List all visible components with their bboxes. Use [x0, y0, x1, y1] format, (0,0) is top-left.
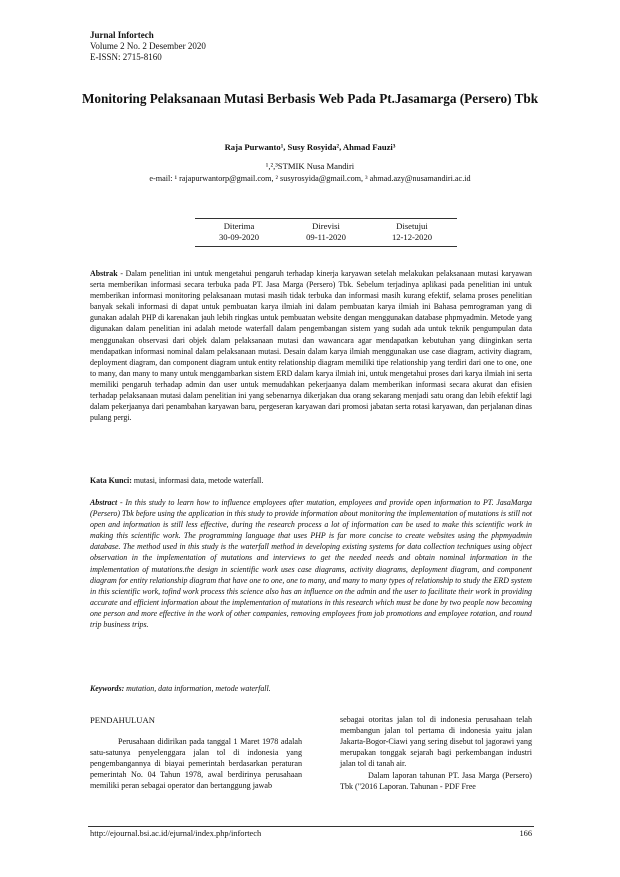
date-revised — [281, 221, 371, 243]
abstrak-label: Abstrak — [90, 269, 118, 278]
authors: Raja Purwanto¹, Susy Rosyida², Ahmad Fauzi³ — [224, 142, 396, 152]
paper-title: Monitoring Pelaksanaan Mutasi Berbasis Web Pada Pt.Jasamarga (Persero) Tbk — [81, 91, 539, 106]
kata-kunci-text: mutasi, informasi data, metode waterfall. — [131, 476, 264, 485]
footer-url: http://ejournal.bsi.ac.id/ejurnal/index.php/infortech — [90, 829, 262, 838]
date-accepted — [367, 221, 457, 243]
intro-left-column: Perusahaan didirikan pada tanggal 1 Maret 1978 adalah satu-satunya penyelenggara jalan tol di indonesia yang pengembangannya di biayai pemerintah berdasarkan peraturan pemerintah No. 04 Tahun 1978, awal berdirinya perusahaan memiliki peran sebagai operator dan bertanggung jawab — [90, 737, 302, 791]
kata-kunci — [90, 475, 532, 486]
keywords — [90, 683, 532, 694]
section-heading: PENDAHULUAN — [90, 715, 155, 725]
footer-rule — [88, 826, 534, 827]
intro-right-column-p1: sebagai otoritas jalan tol di indonesia perusahaan telah membangun jalan tol pertama di indonesia yaitu jalan Jakarta-Bogor-Ciawi yang sering disebut tol jagorawi yang merupakan tonggak sejarah bagi perkembangan industri jalan tol di tanah air. — [340, 715, 532, 769]
affiliation: ¹,²,³STMIK Nusa Mandiri — [265, 161, 355, 171]
journal-issn: E-ISSN: 2715-8160 — [90, 52, 162, 62]
date-received-value: 30-09-2020 — [218, 232, 260, 242]
kata-kunci-label: Kata Kunci: — [90, 476, 132, 485]
dates-top-rule — [195, 218, 457, 219]
date-received-label: Diterima — [223, 221, 255, 231]
page-number: 166 — [519, 829, 532, 838]
keywords-label: Keywords: — [90, 684, 125, 693]
date-revised-label: Direvisi — [312, 221, 340, 231]
dates-bottom-rule — [195, 246, 457, 247]
date-accepted-label: Disetujui — [396, 221, 428, 231]
abstrak-paragraph — [90, 268, 532, 423]
date-received — [194, 221, 284, 243]
abstract-en-text: - In this study to learn how to influence employees after mutation, employees and provide open information to PT. JasaMarga (Persero) Tbk before using the application in this study to provide information about monitoring the implementation of mutations is still not open and information is still less effective, during the research process a lot of information can be used to make this scientific work in making this scientific work. The programming language that uses PHP is far more concise to create websites using the phpmyadmin database. The method used in this study is the waterfall method in developing existing systems for data collection techniques using object observation in the implementation of mutations and interviews to get the needed needs and obtain nominal information in the implementation of mutations.the design in scientific work uses case diagrams, activity diagrams, deployment diagram, and component diagram for entity relationship diagram that have one to one, one to many, and many to many types of relationship to study the ERD system in this scientific work, tofind work process this science also has an influence on the admin and the user to facilitate their work in providing accurate and efficient information about the implementation of mutations in this research which must be done by two people now becoming one person and more effective in the work of other companies, removing employees from job promotions and employee rotation, and round trip business trips. — [90, 498, 532, 630]
keywords-text: mutation, data information, metode waterfall. — [124, 684, 271, 693]
abstract-en-label: Abstract — [90, 498, 118, 507]
journal-name: Jurnal Infortech — [90, 30, 154, 40]
date-accepted-value: 12-12-2020 — [391, 232, 433, 242]
emails: e-mail: ¹ rajapurwantorp@gmail.com, ² susyrosyida@gmail.com, ³ ahmad.azy@nusamandiri.ac.id — [149, 174, 471, 183]
journal-volume: Volume 2 No. 2 Desember 2020 — [90, 41, 206, 51]
abstract-en-paragraph — [90, 497, 532, 630]
intro-right-column-p2: Dalam laporan tahunan PT. Jasa Marga (Persero) Tbk ("2016 Laporan. Tahunan - PDF Free — [340, 771, 532, 792]
date-revised-value: 09-11-2020 — [306, 232, 346, 242]
abstrak-text: - Dalam penelitian ini untuk mengetahui pengaruh terhadap kinerja karyawan setelah melakukan pelaksanaan mutasi karyawan serta memberikan informasi secara terbuka pada PT. Jasa Marga (Persero) Tbk. Sebelum terjadinya aplikasi pada penelitian ini untuk memberikan informasi monitoring pelaksanaan mutasi masih tidak terbuka dan informasi masih kurang efektif, selama proses penelitian banyak sekali informasi di dapat untuk pembuatan karya ilmiah ini dalam pembuatan karya ilmiah ini Bahasa pemrograman yang di gunakan adalah PHP di karenakan jauh lebih ringkas untuk pembuatan website dengan menggunakan database phpmyadmin. Metode yang digunakan dalam penelitian ini adalah metode waterfall dalam pengembangan sistem yang sudah ada untuk teknik pengumpulan data menggunakan observasi dari objek dalam pelaksanaan mutasi dan wawancara agar mendapatkan kebutuhan yang diinginkan serta mendapatkan informasi nominal dalam pelaksanaan mutasi. Desain dalam karya ilmiah menggunakan use case diagram, activity diagram, deployment diagram, dan component diagram untuk entity relationship diagram memiliki tipe relationship yang terdiri dari one to one, one to many, dan many to many untuk menggambarkan sistem ERD dalam karya ilmiah ini, untuk mengetahui proses dari karya ilmiah ini serta memiliki pengaruh terhadap admin dan user untuk memudahkan pekerjaanya dalam memberikan informasi secara akurat dan efisien terhadap pelaksanaan mutasi dalam penelitian ini yang sebenarnya dikerjakan dua orang sekarang menjadi satu orang dan lebih efektif lagi dalam pekerjaanya dari penambahan karyawan baru, pergeseran karyawan dari promosi jabatan serta rotasi karyawan, dan perjalanan dinas pulang pergi. — [90, 269, 532, 423]
